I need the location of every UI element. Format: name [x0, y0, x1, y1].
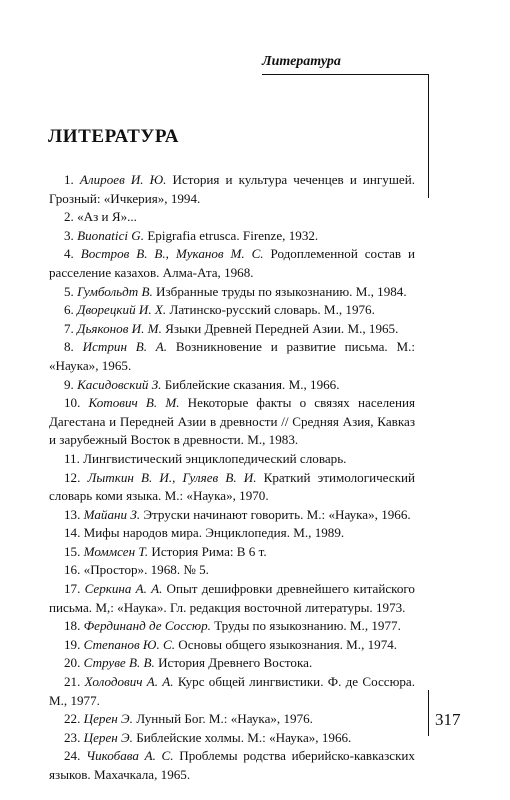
entry-text: Проблемы родства иберийско-кавказских языков. Махачкала, 1965.	[49, 748, 415, 782]
bibliography-entry	[49, 227, 415, 246]
entry-number: 24.	[64, 748, 81, 764]
bibliography-entry	[49, 747, 415, 784]
entry-author: Степанов Ю. С.	[83, 636, 176, 652]
entry-number: 12.	[64, 469, 81, 485]
entry-number: 8.	[64, 339, 74, 355]
entry-author: Востров В. В., Муканов М. С.	[80, 246, 264, 262]
bibliography-entry	[49, 580, 415, 617]
entry-number: 6.	[64, 302, 74, 318]
bibliography-entry	[49, 561, 415, 580]
entry-text: Возникновение и развитие письма. М.: «Наука», 1965.	[49, 339, 416, 373]
entry-text: «Аз и Я»...	[77, 209, 137, 225]
entry-number: 5.	[64, 283, 74, 299]
entry-text: «Простор». 1968. № 5.	[83, 562, 209, 578]
entry-number: 7.	[64, 320, 74, 336]
entry-text: Латинско-русский словарь. М., 1976.	[169, 302, 375, 318]
bibliography-entry	[49, 394, 415, 450]
entry-number: 3.	[64, 227, 74, 243]
entry-text: Избранные труды по языкознанию. М., 1984.	[156, 283, 407, 299]
bibliography-entry	[49, 208, 415, 227]
entry-number: 9.	[64, 376, 74, 392]
entry-author: Котович В. М.	[88, 395, 180, 411]
bibliography-entry	[49, 450, 415, 469]
entry-number: 21.	[64, 674, 81, 690]
entry-author: Серкина А. А.	[84, 581, 163, 597]
entry-text: Курс общей лингвистики. Ф. де Соссюра. М., 1977.	[49, 674, 415, 708]
entry-number: 16.	[64, 562, 81, 578]
entry-text: Библейские сказания. М., 1966.	[164, 376, 340, 392]
entry-text: История Рима: В 6 т.	[151, 543, 267, 559]
page-number: 317	[435, 710, 461, 729]
footer-vertical-rule	[428, 690, 429, 736]
bibliography-entry	[49, 524, 415, 543]
entry-author: Истрин В. А.	[82, 339, 168, 355]
header-rule	[262, 74, 428, 75]
entry-number: 14.	[64, 525, 81, 541]
entry-number: 20.	[64, 655, 81, 671]
entry-author: Церен Э.	[83, 729, 133, 745]
entry-text: Этруски начинают говорить. М.: «Наука», 1966.	[143, 506, 411, 522]
entry-text: Родоплеменной состав и расселение казахов. Алма-Ата, 1968.	[49, 246, 416, 280]
bibliography-entry	[49, 171, 415, 208]
bibliography-entry	[49, 654, 415, 673]
entry-author: Чикобава А. С.	[86, 748, 174, 764]
entry-number: 15.	[64, 543, 81, 559]
running-head: Литература	[262, 54, 341, 69]
entry-text: Опыт дешифровки древнейшего китайского письма. М,: «Наука». Гл. редакция восточной литературы. 1973.	[49, 581, 415, 615]
entry-author: Холодович А. А.	[84, 674, 174, 690]
entry-number: 18.	[64, 618, 81, 634]
entry-text: Лингвистический энциклопедический словарь.	[83, 450, 347, 466]
bibliography-entry	[49, 245, 415, 282]
entry-text: История и культура чеченцев и ингушей. Грозный: «Ичкерия», 1994.	[49, 172, 415, 206]
entry-text: Мифы народов мира. Энциклопедия. М., 1989.	[83, 525, 345, 541]
entry-number: 17.	[64, 581, 81, 597]
entry-number: 19.	[64, 636, 81, 652]
bibliography-entry	[49, 506, 415, 525]
bibliography-entry	[49, 469, 415, 506]
entry-number: 13.	[64, 506, 81, 522]
bibliography-entry	[49, 636, 415, 655]
entry-author: Buonatici G.	[77, 227, 145, 243]
bibliography-entry	[49, 710, 415, 729]
entry-author: Струве В. В.	[83, 655, 155, 671]
bibliography-entry	[49, 543, 415, 562]
bibliography-entry	[49, 376, 415, 395]
entry-text: Труды по языкознанию. М., 1977.	[214, 618, 401, 634]
bibliography-entry	[49, 283, 415, 302]
bibliography-entry	[49, 301, 415, 320]
bibliography-list	[49, 171, 415, 785]
entry-author: Фердинанд де Соссюр.	[83, 618, 211, 634]
entry-text: Лунный Бог. М.: «Наука», 1976.	[136, 711, 313, 727]
entry-author: Алироев И. Ю.	[79, 172, 167, 187]
entry-author: Гумбольдт В.	[77, 283, 153, 299]
entry-number: 1.	[64, 172, 74, 187]
entry-author: Майани З.	[83, 506, 141, 522]
entry-author: Церен Э.	[83, 711, 133, 727]
entry-number: 4.	[64, 246, 74, 262]
entry-text: История Древнего Востока.	[158, 655, 313, 671]
bibliography-entry	[49, 729, 415, 748]
entry-text: Библейские холмы. М.: «Наука», 1966.	[136, 729, 352, 745]
entry-number: 23.	[64, 729, 81, 745]
entry-author: Моммсен Т.	[83, 543, 149, 559]
entry-text: Основы общего языкознания. М., 1974.	[178, 636, 398, 652]
header-vertical-rule	[428, 74, 429, 198]
entry-number: 2.	[64, 209, 74, 225]
entry-author: Дьяконов И. М.	[77, 320, 162, 336]
bibliography-entry	[49, 320, 415, 339]
entry-text: Некоторые факты о связях населения Дагестана и Передней Азии в древности // Средняя Азия, Кавказ и зарубежный Восток в древности. М., 1983.	[49, 395, 415, 448]
entry-text: Epigrafia etrusca. Firenze, 1932.	[147, 227, 319, 243]
entry-author: Касидовский З.	[77, 376, 162, 392]
bibliography-entry	[49, 617, 415, 636]
entry-text: Краткий этимологический словарь коми языка. М.: «Наука», 1970.	[49, 469, 415, 504]
entry-author: Дворецкий И. Х.	[77, 302, 167, 318]
entry-number: 11.	[64, 450, 80, 466]
entry-author: Лыткин В. И., Гуляев В. И.	[87, 469, 257, 485]
bibliography-entry	[49, 673, 415, 710]
page-title: ЛИТЕРАТУРА	[48, 126, 180, 147]
entry-number: 10.	[64, 395, 81, 411]
entry-number: 22.	[64, 711, 81, 727]
bibliography-entry	[49, 338, 415, 375]
entry-text: Языки Древней Передней Азии. М., 1965.	[165, 320, 399, 336]
